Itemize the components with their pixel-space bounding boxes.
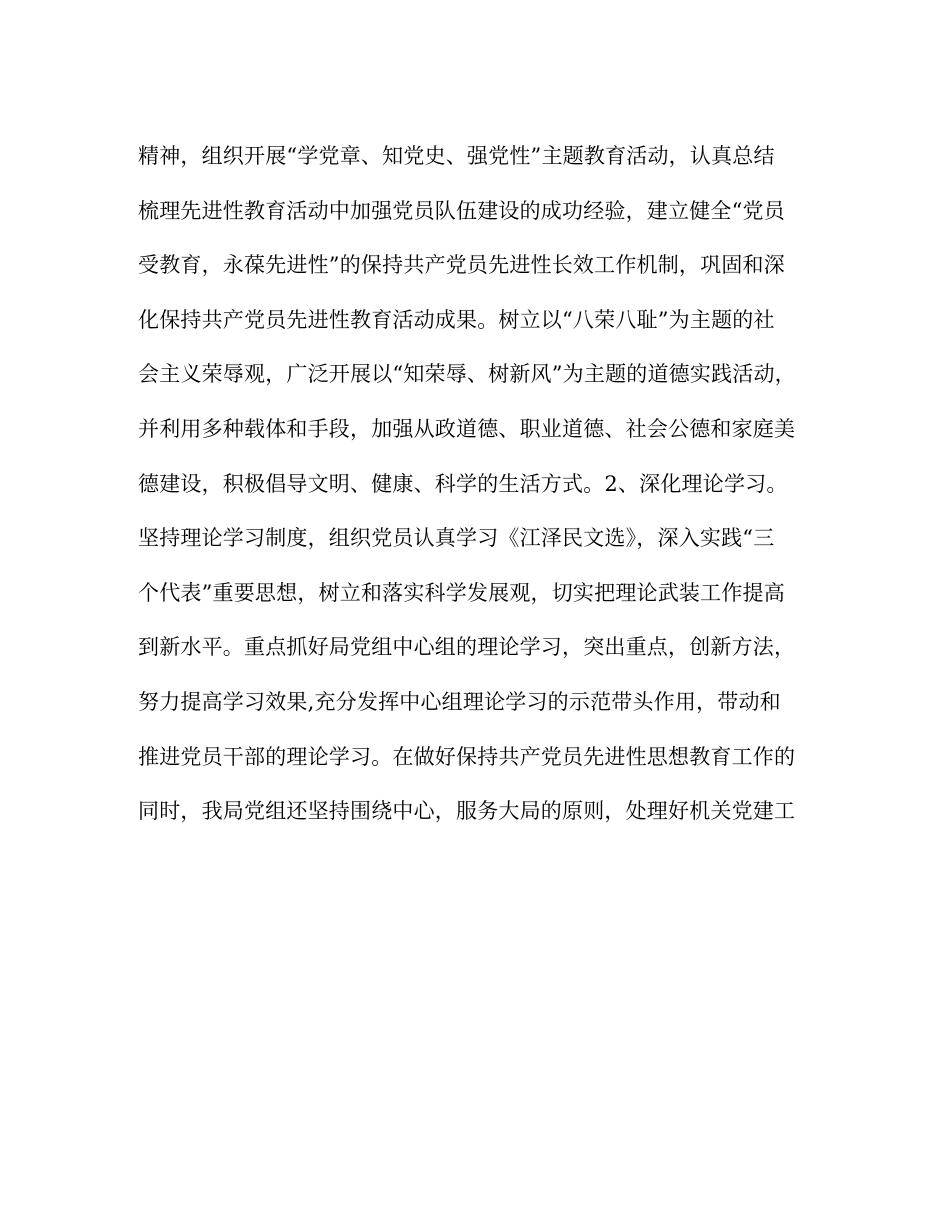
text-line-2: 梳理先进性教育活动中加强党员队伍建设的成功经验，建立健全“党员: [138, 198, 785, 223]
text-line-6: 并利用多种载体和手段，加强从政道德、职业道德、社会公德和家庭美: [138, 416, 796, 441]
text-line-9: 个代表”重要思想，树立和落实科学发展观，切实把理论武装工作提高: [138, 580, 785, 605]
text-line-13: 同时，我局党组还坚持围绕中心，服务大局的原则，处理好机关党建工: [138, 799, 796, 824]
body-text: [138, 136, 838, 846]
text-line-5: 会主义荣辱观，广泛开展以“知荣辱、树新风”为主题的道德实践活动，: [138, 362, 796, 387]
text-line-7: 德建设，积极倡导文明、健康、科学的生活方式。2、深化理论学习。: [138, 471, 788, 496]
text-line-1: 精神，组织开展“学党章、知党史、强党性”主题教育活动，认真总结: [138, 144, 775, 168]
text-line-11: 努力提高学习效果,充分发挥中心组理论学习的示范带头作用，带动和: [138, 689, 781, 714]
text-line-12: 推进党员干部的理论学习。在做好保持共产党员先进性思想教育工作的: [138, 744, 796, 769]
text-line-3: 受教育，永葆先进性”的保持共产党员先进性长效工作机制，巩固和深: [138, 253, 785, 278]
text-line-4: 化保持共产党员先进性教育活动成果。树立以“八荣八耻”为主题的社: [138, 307, 775, 332]
text-line-10: 到新水平。重点抓好局党组中心组的理论学习，突出重点，创新方法，: [138, 635, 796, 660]
text-line-8: 坚持理论学习制度，组织党员认真学习《江泽民文选》，深入实践“三: [138, 526, 775, 551]
